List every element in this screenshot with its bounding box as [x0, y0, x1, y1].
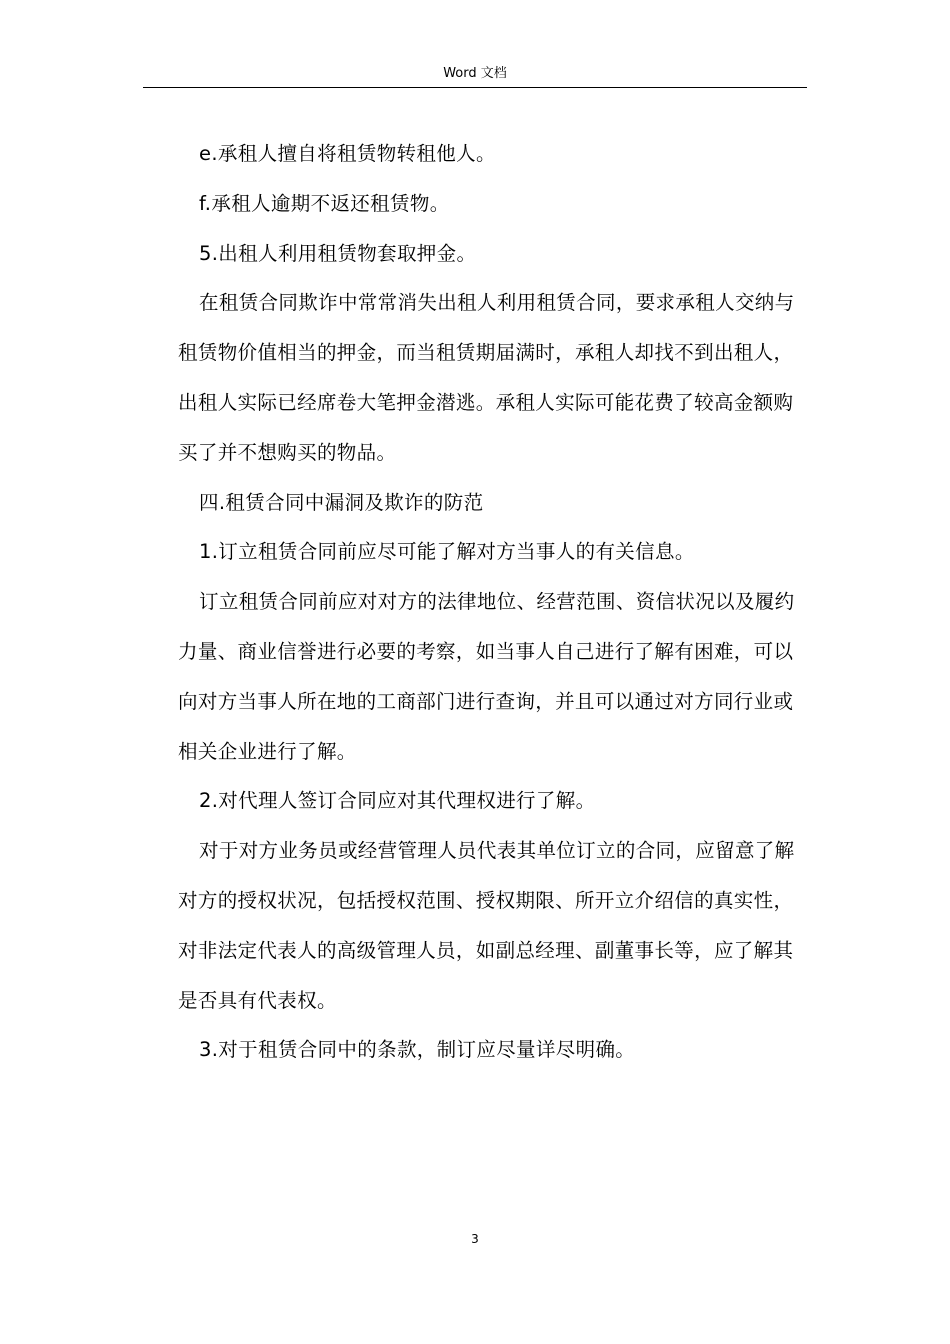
page-number: 3 — [471, 1232, 479, 1246]
document-body — [178, 129, 806, 1075]
paragraph: 5.出租人利用租赁物套取押金。 — [199, 241, 477, 265]
paragraph: 1.订立租赁合同前应尽可能了解对方当事人的有关信息。 — [199, 540, 695, 564]
section-heading: 四.租赁合同中漏洞及欺诈的防范 — [199, 490, 484, 514]
paragraph: 2.对代理人签订合同应对其代理权进行了解。 — [199, 789, 596, 813]
paragraph: f.承租人逾期不返还租赁物。 — [199, 191, 450, 215]
paragraph: 订立租赁合同前应对对方的法律地位、经营范围、资信状况以及履约力量、商业信誉进行必要的考察，如当事人自己进行了解有困难，可以向对方当事人所在地的工商部门进行查询，并且可以通过对方同行业或相关企业进行了解。 — [178, 590, 795, 763]
paragraph: 3.对于租赁合同中的条款，制订应尽量详尽明确。 — [199, 1038, 636, 1062]
page-header: Word 文档 — [443, 66, 507, 81]
paragraph: 在租赁合同欺诈中常常消失出租人利用租赁合同，要求承租人交纳与租赁物价值相当的押金，而当租赁期届满时，承租人却找不到出租人，出租人实际已经席卷大笔押金潜逃。承租人实际可能花费了较高金额购买了并不想购买的物品。 — [178, 291, 795, 464]
header-divider — [143, 87, 807, 88]
paragraph: 对于对方业务员或经营管理人员代表其单位订立的合同，应留意了解对方的授权状况，包括授权范围、授权期限、所开立介绍信的真实性，对非法定代表人的高级管理人员，如副总经理、副董事长等，应了解其是否具有代表权。 — [178, 839, 795, 1012]
paragraph: e.承租人擅自将租赁物转租他人。 — [199, 142, 496, 165]
